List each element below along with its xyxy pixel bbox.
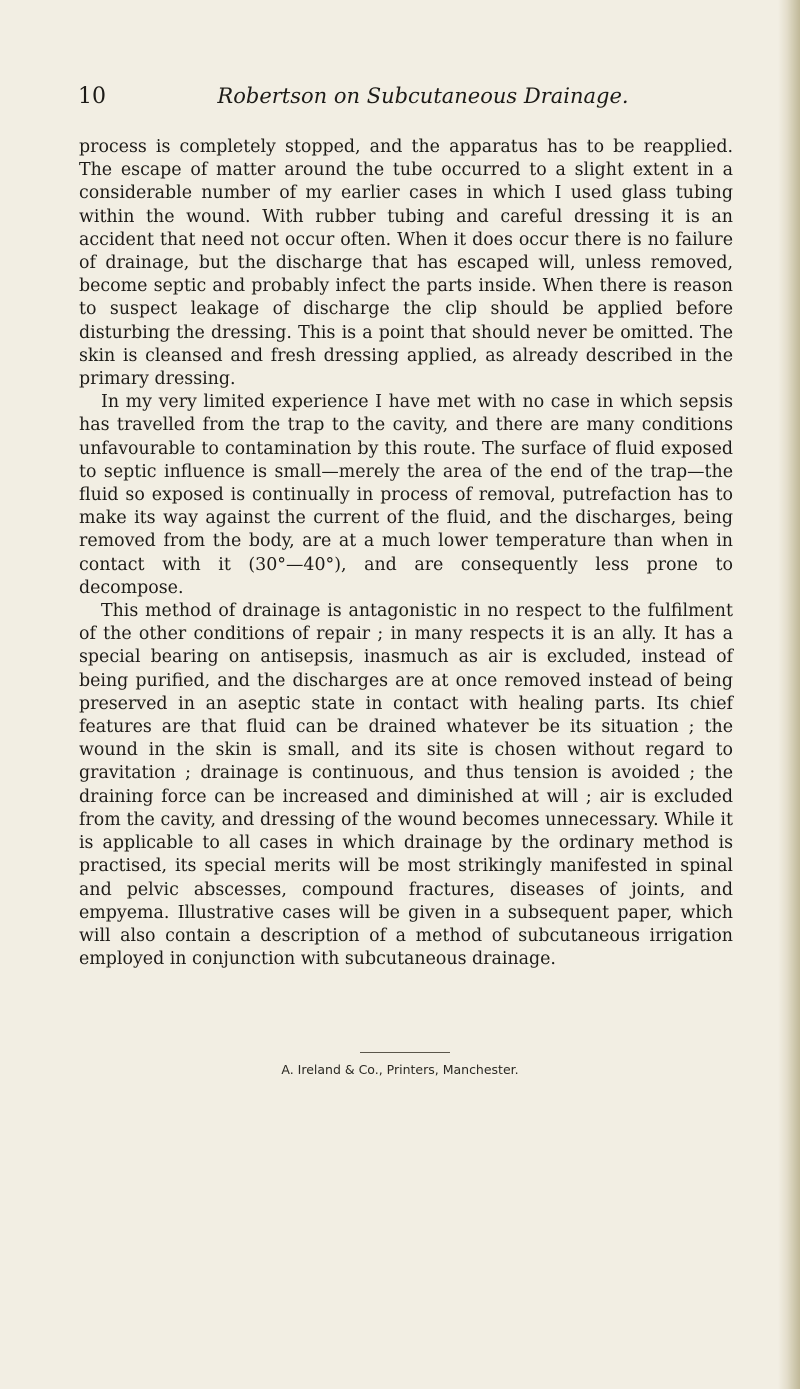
running-title: Robertson on Subcutaneous Drainage. bbox=[217, 84, 629, 108]
paragraph-1: process is completely stopped, and the apparatus has to be reapplied. The escape of matter around the tube occurred to a slight extent in a considerable number of my earlier cases in which I used glass tubing within the wound. With rubber tubing and careful dressing it is an accident that need not occur often. When it does occur there is no failure of drainage, but the discharge that has escaped will, unless removed, become septic and probably infect the parts inside. When there is reason to suspect leakage of discharge the clip should be applied before disturbing the dressing. This is a point that should never be omitted. The skin is cleansed and fresh dressing applied, as already described in the primary dressing. bbox=[79, 137, 733, 390]
page-edge-shadow bbox=[778, 0, 800, 1389]
body-text bbox=[79, 136, 733, 971]
printer-imprint: A. Ireland & Co., Printers, Manchester. bbox=[281, 1062, 519, 1077]
running-head bbox=[78, 84, 728, 114]
page-number: 10 bbox=[78, 84, 106, 109]
footer-rule bbox=[360, 1052, 450, 1053]
paragraph-2: In my very limited experience I have met with no case in which sepsis has travelled from the trap to the cavity, and there are many conditions unfavourable to contamination by this route. The surface of fluid exposed to septic influence is small—merely the area of the end of the trap—the fluid so exposed is continually in process of removal, putrefaction has to make its way against the current of the fluid, and the discharges, being removed from the body, are at a much lower temperature than when in contact with it (30°—40°), and are consequently less prone to decompose. bbox=[79, 392, 733, 598]
paragraph-3: This method of drainage is antagonistic in no respect to the fulfilment of the other conditions of repair ; in many respects it is an ally. It has a special bearing on antisepsis, inasmuch as air is excluded, instead of being purified, and the discharges are at once removed instead of being preserved in an aseptic state in contact with healing parts. Its chief features are that fluid can be drained whatever be its situation ; the wound in the skin is small, and its site is chosen without regard to gravitation ; drainage is continuous, and thus tension is avoided ; the draining force can be increased and diminished at will ; air is excluded from the cavity, and dressing of the wound becomes unnecessary. While it is applicable to all cases in which drainage by the ordinary method is practised, its special merits will be most strikingly manifested in spinal and pelvic abscesses, compound fractures, diseases of joints, and empyema. Illustrative cases will be given in a subsequent paper, which will also contain a description of a method of subcutaneous irrigation employed in conjunction with subcutaneous drainage. bbox=[79, 601, 733, 970]
